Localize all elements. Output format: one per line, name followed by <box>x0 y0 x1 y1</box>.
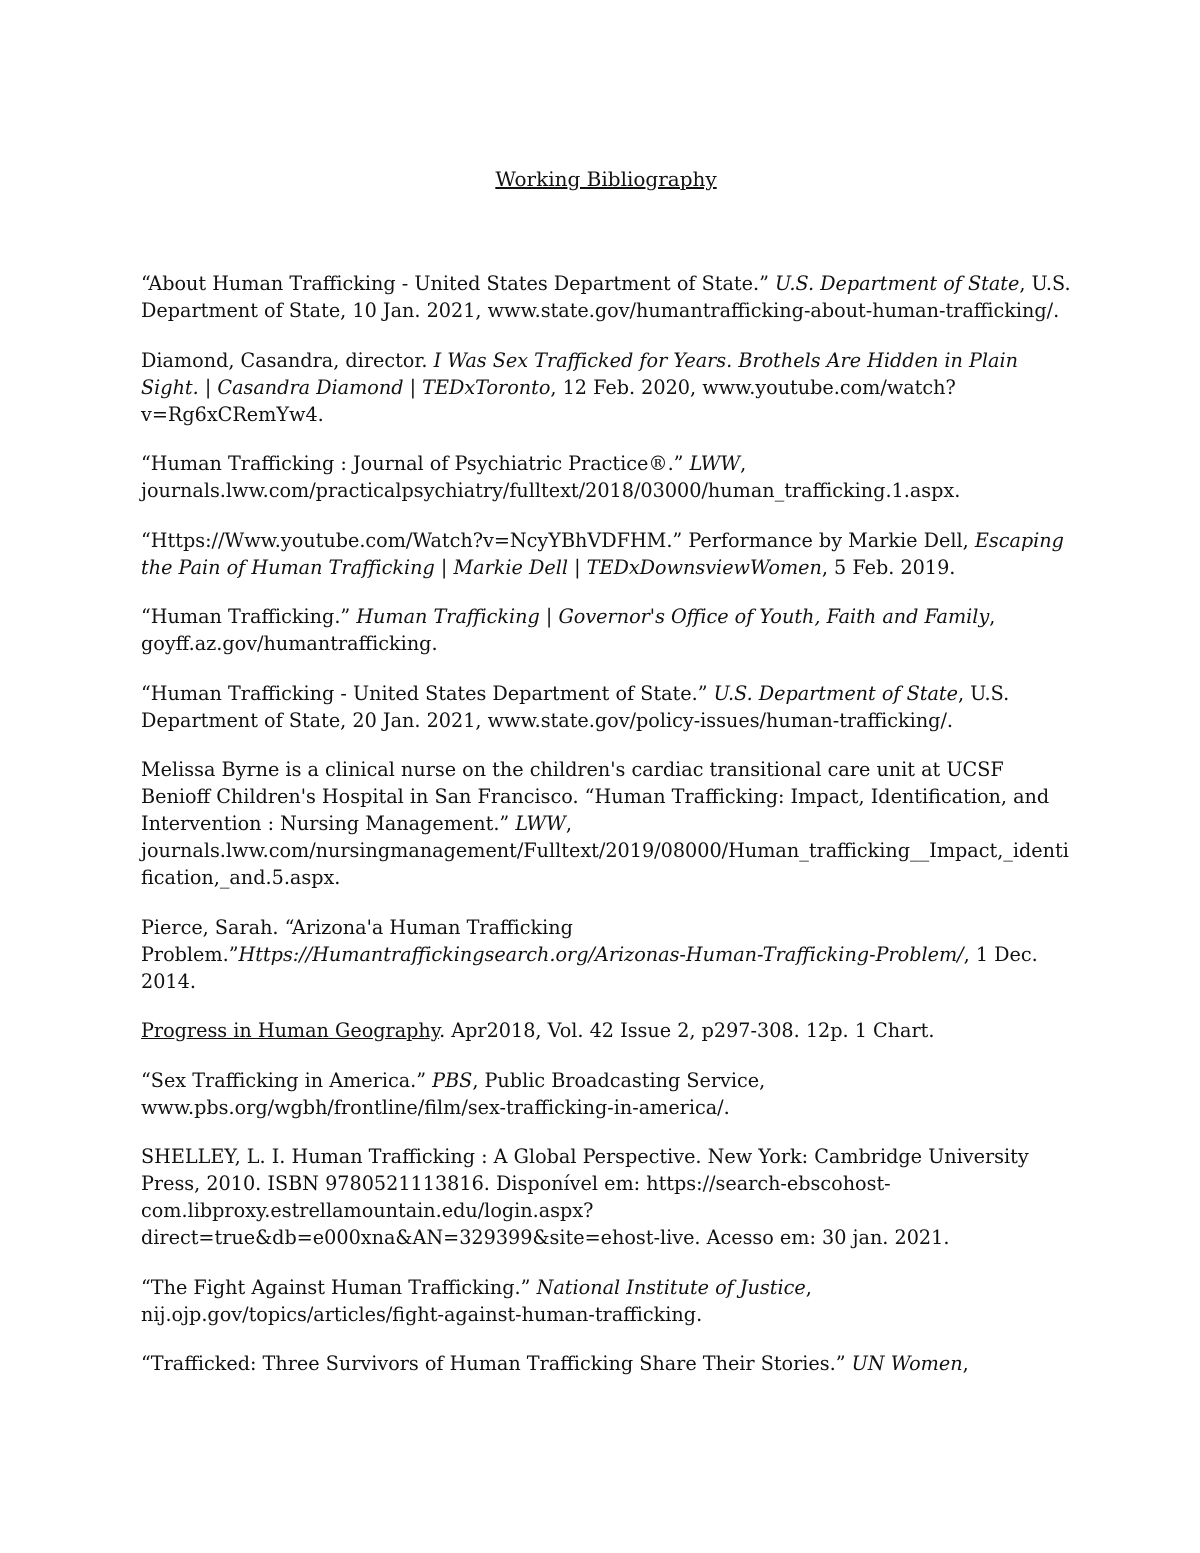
bibliography-entry-2 <box>141 347 1071 428</box>
bibliography-entry-6 <box>141 680 1071 734</box>
bibliography-entry-1 <box>141 270 1071 324</box>
entry-details: , 5 Feb. 2019. <box>821 555 956 579</box>
document-page <box>141 164 1071 1400</box>
entry-source-title: Https://Humantraffickingsearch.org/Arizonas-Human-Trafficking-Problem/ <box>238 942 964 966</box>
entry-source-title: LWW <box>515 812 566 835</box>
entry-details: , 1 Dec. 2014. <box>141 942 1038 993</box>
entry-source-title: I Was Sex Trafficked for Years. Brothels Are Hidden in Plain Sight. | Casandra Diamond | TEDxToronto <box>141 348 1018 399</box>
entry-source-title: National Institute of Justice <box>536 1275 806 1299</box>
entry-text: “The Fight Against Human Trafficking.” <box>141 1275 537 1299</box>
bibliography-entry-3 <box>141 450 1071 504</box>
entry-details: , U.S. Department of State, 20 Jan. 2021, www.state.gov/policy-issues/human-trafficking/. <box>141 681 1010 732</box>
entry-text: “About Human Trafficking - United States Department of State.” <box>141 272 775 295</box>
entry-source-title: LWW <box>689 452 741 475</box>
entry-text: “Https://Www.youtube.com/Watch?v=NcyYBhVDFHM.” Performance by Markie Dell, <box>141 528 975 552</box>
entry-text: Pierce, Sarah. “Arizona'a Human Trafficking Problem.” <box>141 915 573 966</box>
bibliography-entry-5 <box>141 603 1071 657</box>
bibliography-list <box>141 270 1071 1377</box>
entry-details: , Public Broadcasting Service, www.pbs.org/wgbh/frontline/film/sex-trafficking-in-america/. <box>141 1068 766 1119</box>
entry-text: “Human Trafficking - United States Department of State.” <box>141 681 714 705</box>
entry-text: “Trafficked: Three Survivors of Human Trafficking Share Their Stories.” <box>141 1352 852 1375</box>
bibliography-entry-11 <box>141 1143 1071 1251</box>
entry-details: , journals.lww.com/nursingmanagement/Fulltext/2019/08000/Human_trafficking__Impact,_identification,_and.5.aspx. <box>141 812 1069 889</box>
bibliography-entry-10 <box>141 1067 1071 1121</box>
bibliography-entry-13 <box>141 1350 1071 1377</box>
entry-text: “Human Trafficking.” <box>141 605 357 628</box>
page-title: Working Bibliography <box>495 167 717 191</box>
entry-text: Melissa Byrne is a clinical nurse on the children's cardiac transitional care unit at UCSF Benioff Children's Hospital in San Francisco. “Human Trafficking: Impact, Identification, and Intervention : Nursing Management.” <box>141 758 1050 835</box>
entry-text: “Human Trafficking : Journal of Psychiatric Practice®.” <box>141 452 690 475</box>
entry-source-title: UN Women <box>851 1352 963 1375</box>
entry-details: , <box>962 1352 969 1375</box>
entry-source-title: Escaping the Pain of Human Trafficking | Markie Dell | TEDxDownsviewWomen <box>141 528 1064 579</box>
entry-details: , U.S. Department of State, 10 Jan. 2021, www.state.gov/humantrafficking-about-human-trafficking/. <box>141 272 1071 322</box>
entry-journal-title: Progress in Human Geography <box>141 1019 440 1042</box>
entry-details: , 12 Feb. 2020, www.youtube.com/watch?v=Rg6xCRemYw4. <box>141 375 956 426</box>
entry-source-title: Human Trafficking | Governor's Office of Youth, Faith and Family <box>356 605 990 628</box>
entry-text: Diamond, Casandra, director. <box>141 348 434 372</box>
entry-source-title: PBS <box>432 1068 473 1092</box>
entry-text: “Sex Trafficking in America.” <box>141 1068 433 1092</box>
entry-details: . Apr2018, Vol. 42 Issue 2, p297-308. 12p. 1 Chart. <box>439 1019 935 1042</box>
bibliography-entry-12 <box>141 1274 1071 1328</box>
entry-details: , journals.lww.com/practicalpsychiatry/fulltext/2018/03000/human_trafficking.1.aspx. <box>141 452 961 502</box>
entry-details: , nij.ojp.gov/topics/articles/fight-against-human-trafficking. <box>141 1275 812 1326</box>
bibliography-entry-4 <box>141 527 1071 581</box>
bibliography-entry-9 <box>141 1017 1071 1044</box>
entry-source-title: U.S. Department of State <box>774 272 1020 295</box>
entry-details: , goyff.az.gov/humantrafficking. <box>141 605 996 655</box>
bibliography-entry-8 <box>141 914 1071 995</box>
entry-text: SHELLEY, L. I. Human Trafficking : A Global Perspective. New York: Cambridge University Press, 2010. ISBN 9780521113816. Disponível em: https://search-ebscohost-com.libproxy.estrellamountain.edu/login.aspx?direct=true&db=e000xna&AN=329399&site=ehost-live. Acesso em: 30 jan. 2021. <box>141 1145 1029 1249</box>
bibliography-entry-7 <box>141 756 1071 891</box>
entry-source-title: U.S. Department of State <box>713 681 958 705</box>
